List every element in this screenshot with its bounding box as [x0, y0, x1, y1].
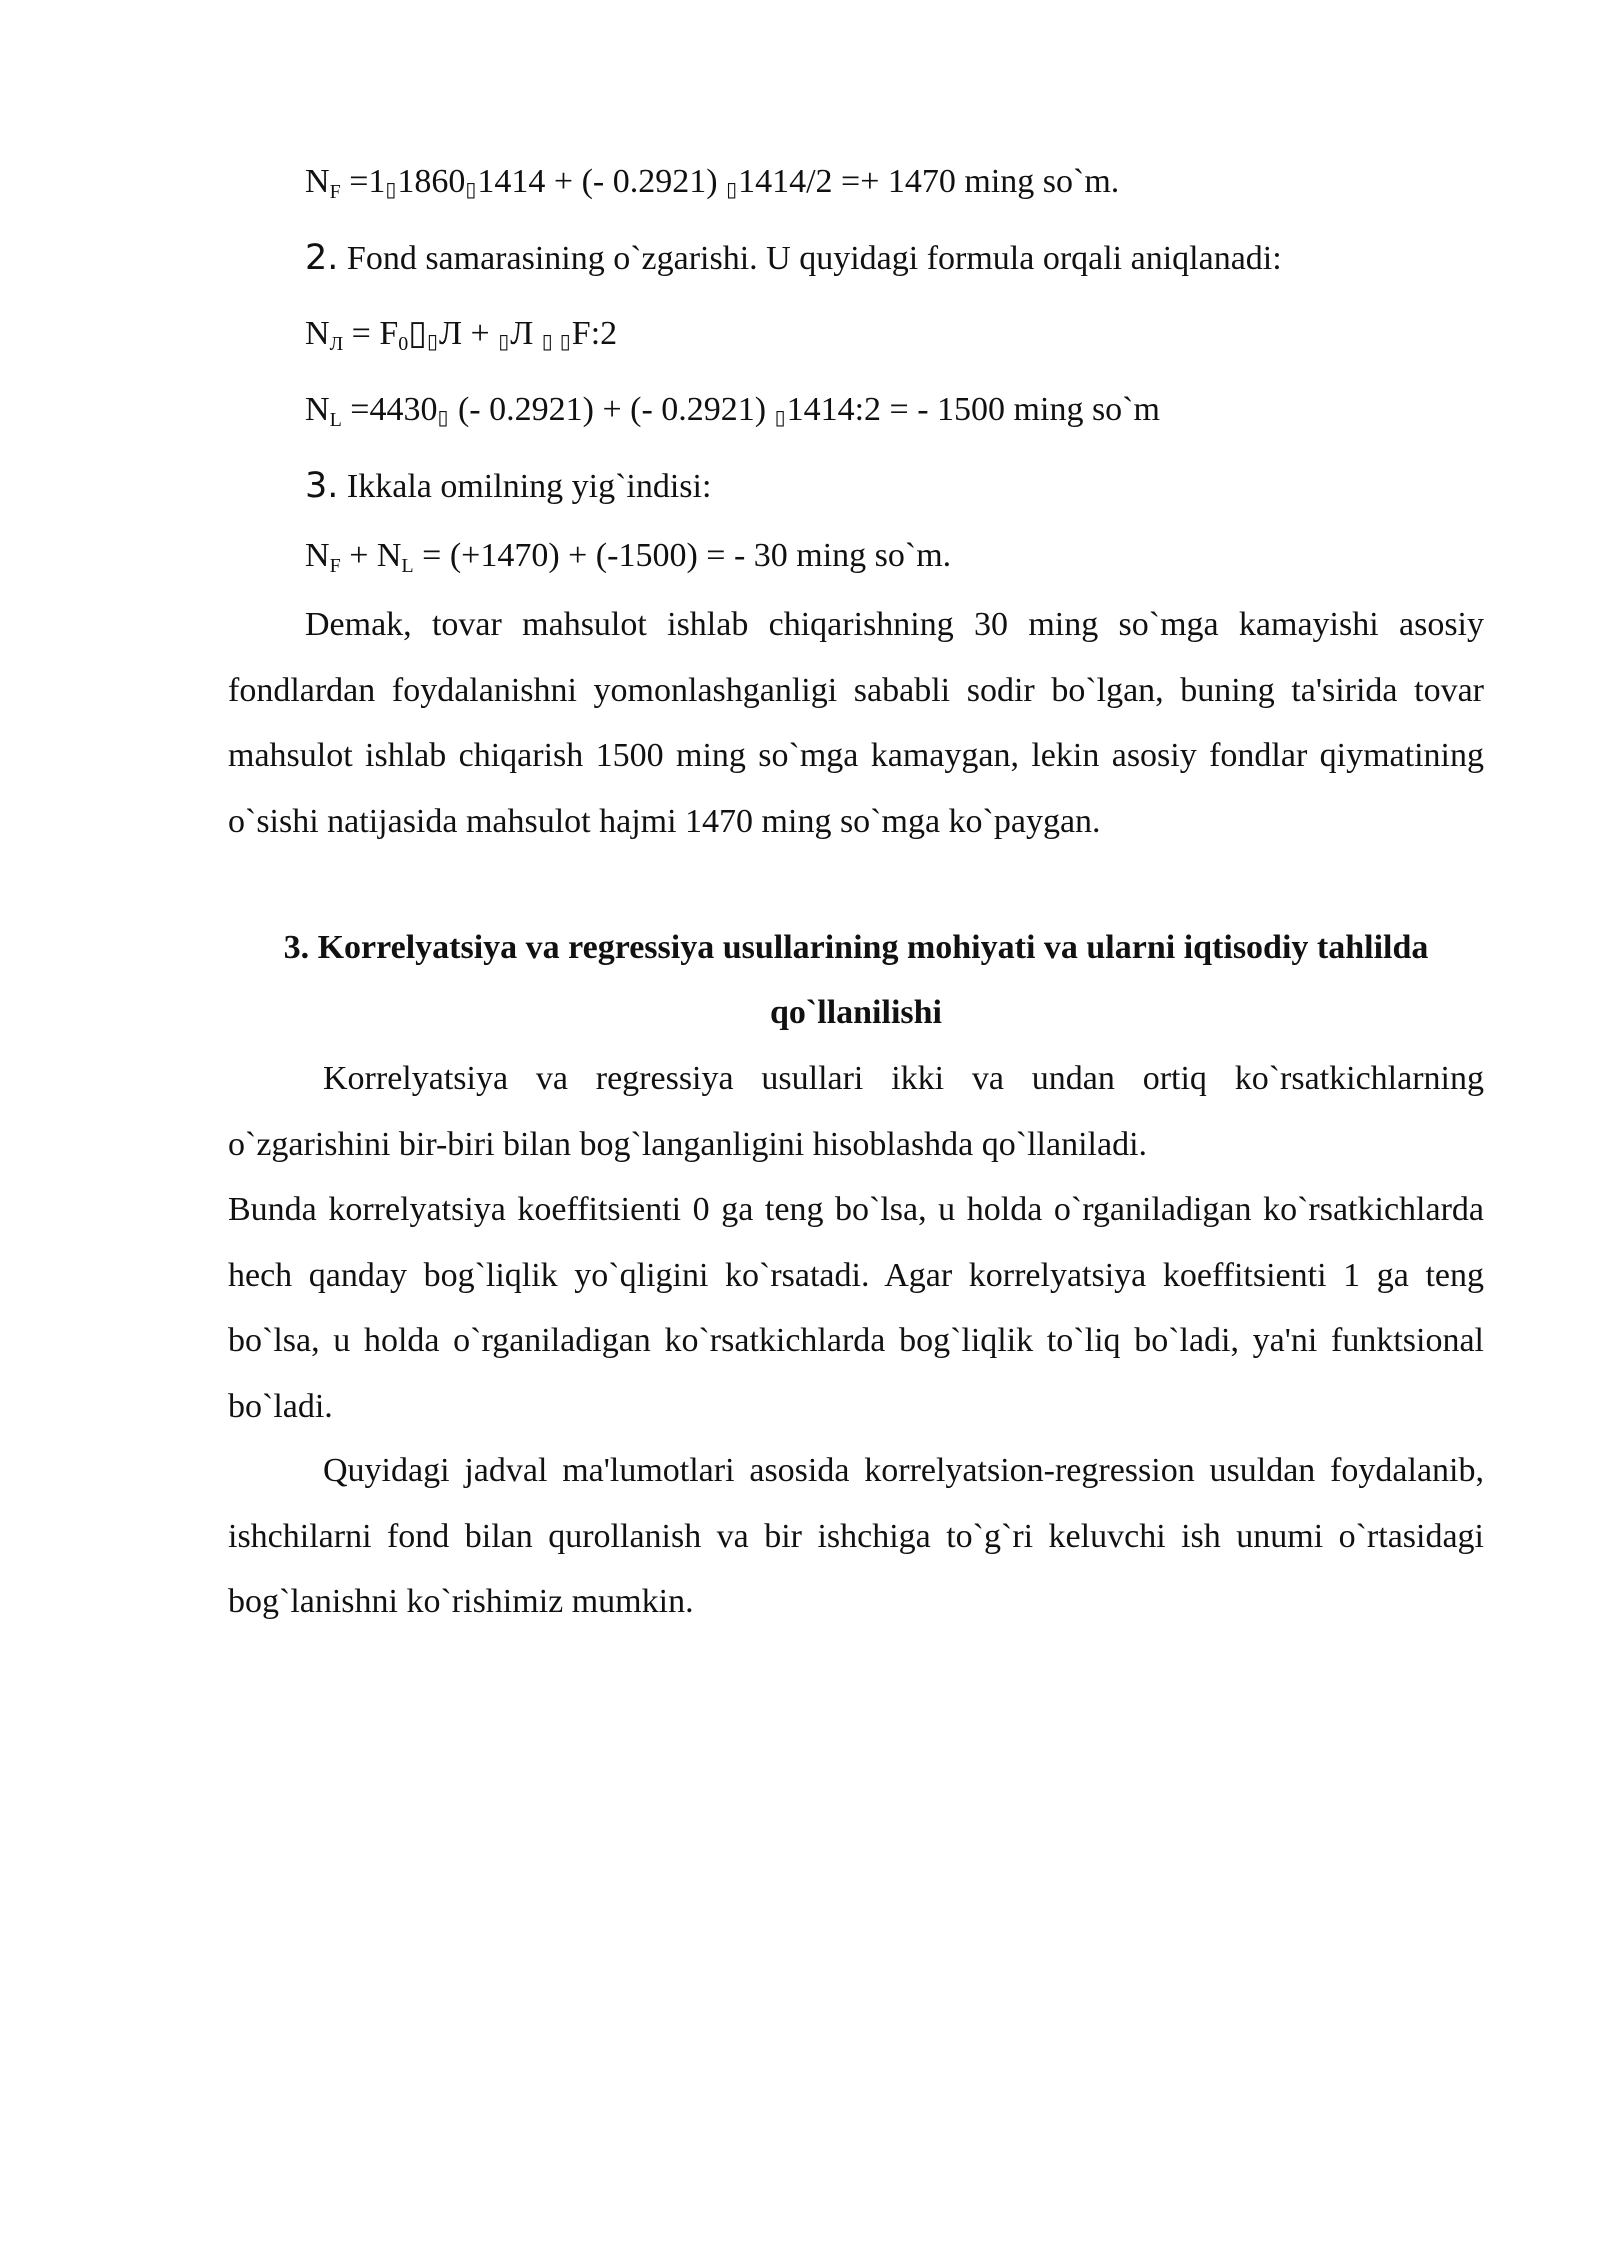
placeholder-glyph: ▯ — [385, 179, 398, 201]
placeholder-glyph: ▯ — [437, 407, 450, 429]
formula-symbol: N — [305, 163, 330, 200]
formula-part: = F — [343, 315, 399, 352]
formula-symbol: N — [305, 315, 330, 352]
placeholder-glyph: ▯ — [408, 315, 427, 352]
formula-part: =1 — [340, 163, 386, 200]
placeholder-glyph: ▯ — [465, 179, 478, 201]
placeholder-glyph: ▯ — [726, 179, 739, 201]
formula-part: =4430 — [341, 391, 438, 428]
placeholder-glyph: ▯ — [426, 331, 439, 353]
formula-part: 1414 + (- 0.2921) — [477, 163, 727, 200]
formula-part: Л + — [438, 315, 499, 352]
placeholder-glyph: ▯ ▯ — [541, 331, 572, 353]
formula-nl — [305, 314, 617, 358]
formula-symbol: N — [305, 391, 330, 428]
formula-part: 1414/2 =+ 1470 ming so`m. — [738, 163, 1120, 200]
paragraph-1: Korrelyatsiya va regressiya usullari ikki va undan ortiq ko`rsatkichlarning o`zgarishini bir-biri bilan bog`langanligini hisoblashda qo`llaniladi. — [228, 1060, 1484, 1163]
formula-subscript: F — [329, 181, 341, 203]
formula-part: = (+1470) + (-1500) = - 30 ming so`m. — [413, 537, 952, 574]
formula-subscript: L — [329, 409, 342, 431]
formula-part: 1860 — [397, 163, 466, 200]
formula-symbol: N — [305, 537, 330, 574]
item-number: 3. — [305, 466, 339, 506]
placeholder-glyph: ▯ — [498, 331, 511, 353]
item-text: Fond samarasining o`zgarishi. U quyidagi formula orqali aniqlanadi: — [338, 240, 1282, 277]
item-text: Ikkala omilning yig`indisi: — [338, 468, 712, 505]
formula-subscript: Л — [329, 333, 344, 355]
paragraph-2: Bunda korrelyatsiya koeffitsienti 0 ga teng bo`lsa, u holda o`rganiladigan ko`rsatkichlarda hech qanday bog`liqlik yo`qligini ko`rsatadi. Agar korrelyatsiya koeffitsienti 1 ga teng bo`lsa, u holda o`rganiladigan ko`rsatkichlarda bog`liqlik to`liq bo`ladi, ya'ni funktsional bo`ladi. — [228, 1191, 1484, 1425]
section-heading: 3. Korrelyatsiya va regressiya usullarining mohiyati va ularni iqtisodiy tahlilda qo`llanilishi — [283, 929, 1429, 1031]
paragraph-3: Quyidagi jadval ma'lumotlari asosida korrelyatsion-regression usuldan foydalanib, ishchilarni fond bilan qurollanish va bir ishchiga to`g`ri keluvchi ish unumi o`rtasidagi bog`lanishni ko`rishimiz mumkin. — [228, 1452, 1484, 1620]
item-3-line — [305, 466, 711, 507]
formula-sum — [305, 536, 951, 580]
formula-subscript: F — [329, 555, 341, 577]
formula-nf — [305, 162, 1119, 206]
item-number: 2. — [305, 238, 339, 278]
formula-part: 1414:2 = - 1500 ming so`m — [786, 391, 1160, 428]
formula-part: (- 0.2921) + (- 0.2921) — [449, 391, 775, 428]
placeholder-glyph: ▯ — [774, 407, 787, 429]
formula-part: F:2 — [571, 315, 618, 352]
item-2-line — [305, 238, 1282, 279]
conclusion-paragraph: Demak, tovar mahsulot ishlab chiqarishning 30 ming so`mga kamayishi asosiy fondlardan foydalanishni yomonlashganligi sababli sodir bo`lgan, buning ta'sirida tovar mahsulot ishlab chiqarish 1500 ming so`mga kamaygan, lekin asosiy fondlar qiymatining o`sishi natijasida mahsulot hajmi 1470 ming so`mga ko`paygan. — [228, 606, 1484, 840]
formula-part: + N — [340, 537, 402, 574]
formula-nl-calc — [305, 390, 1160, 434]
formula-part: Л — [510, 315, 542, 352]
formula-subscript: 0 — [398, 333, 409, 355]
formula-subscript: L — [401, 555, 414, 577]
